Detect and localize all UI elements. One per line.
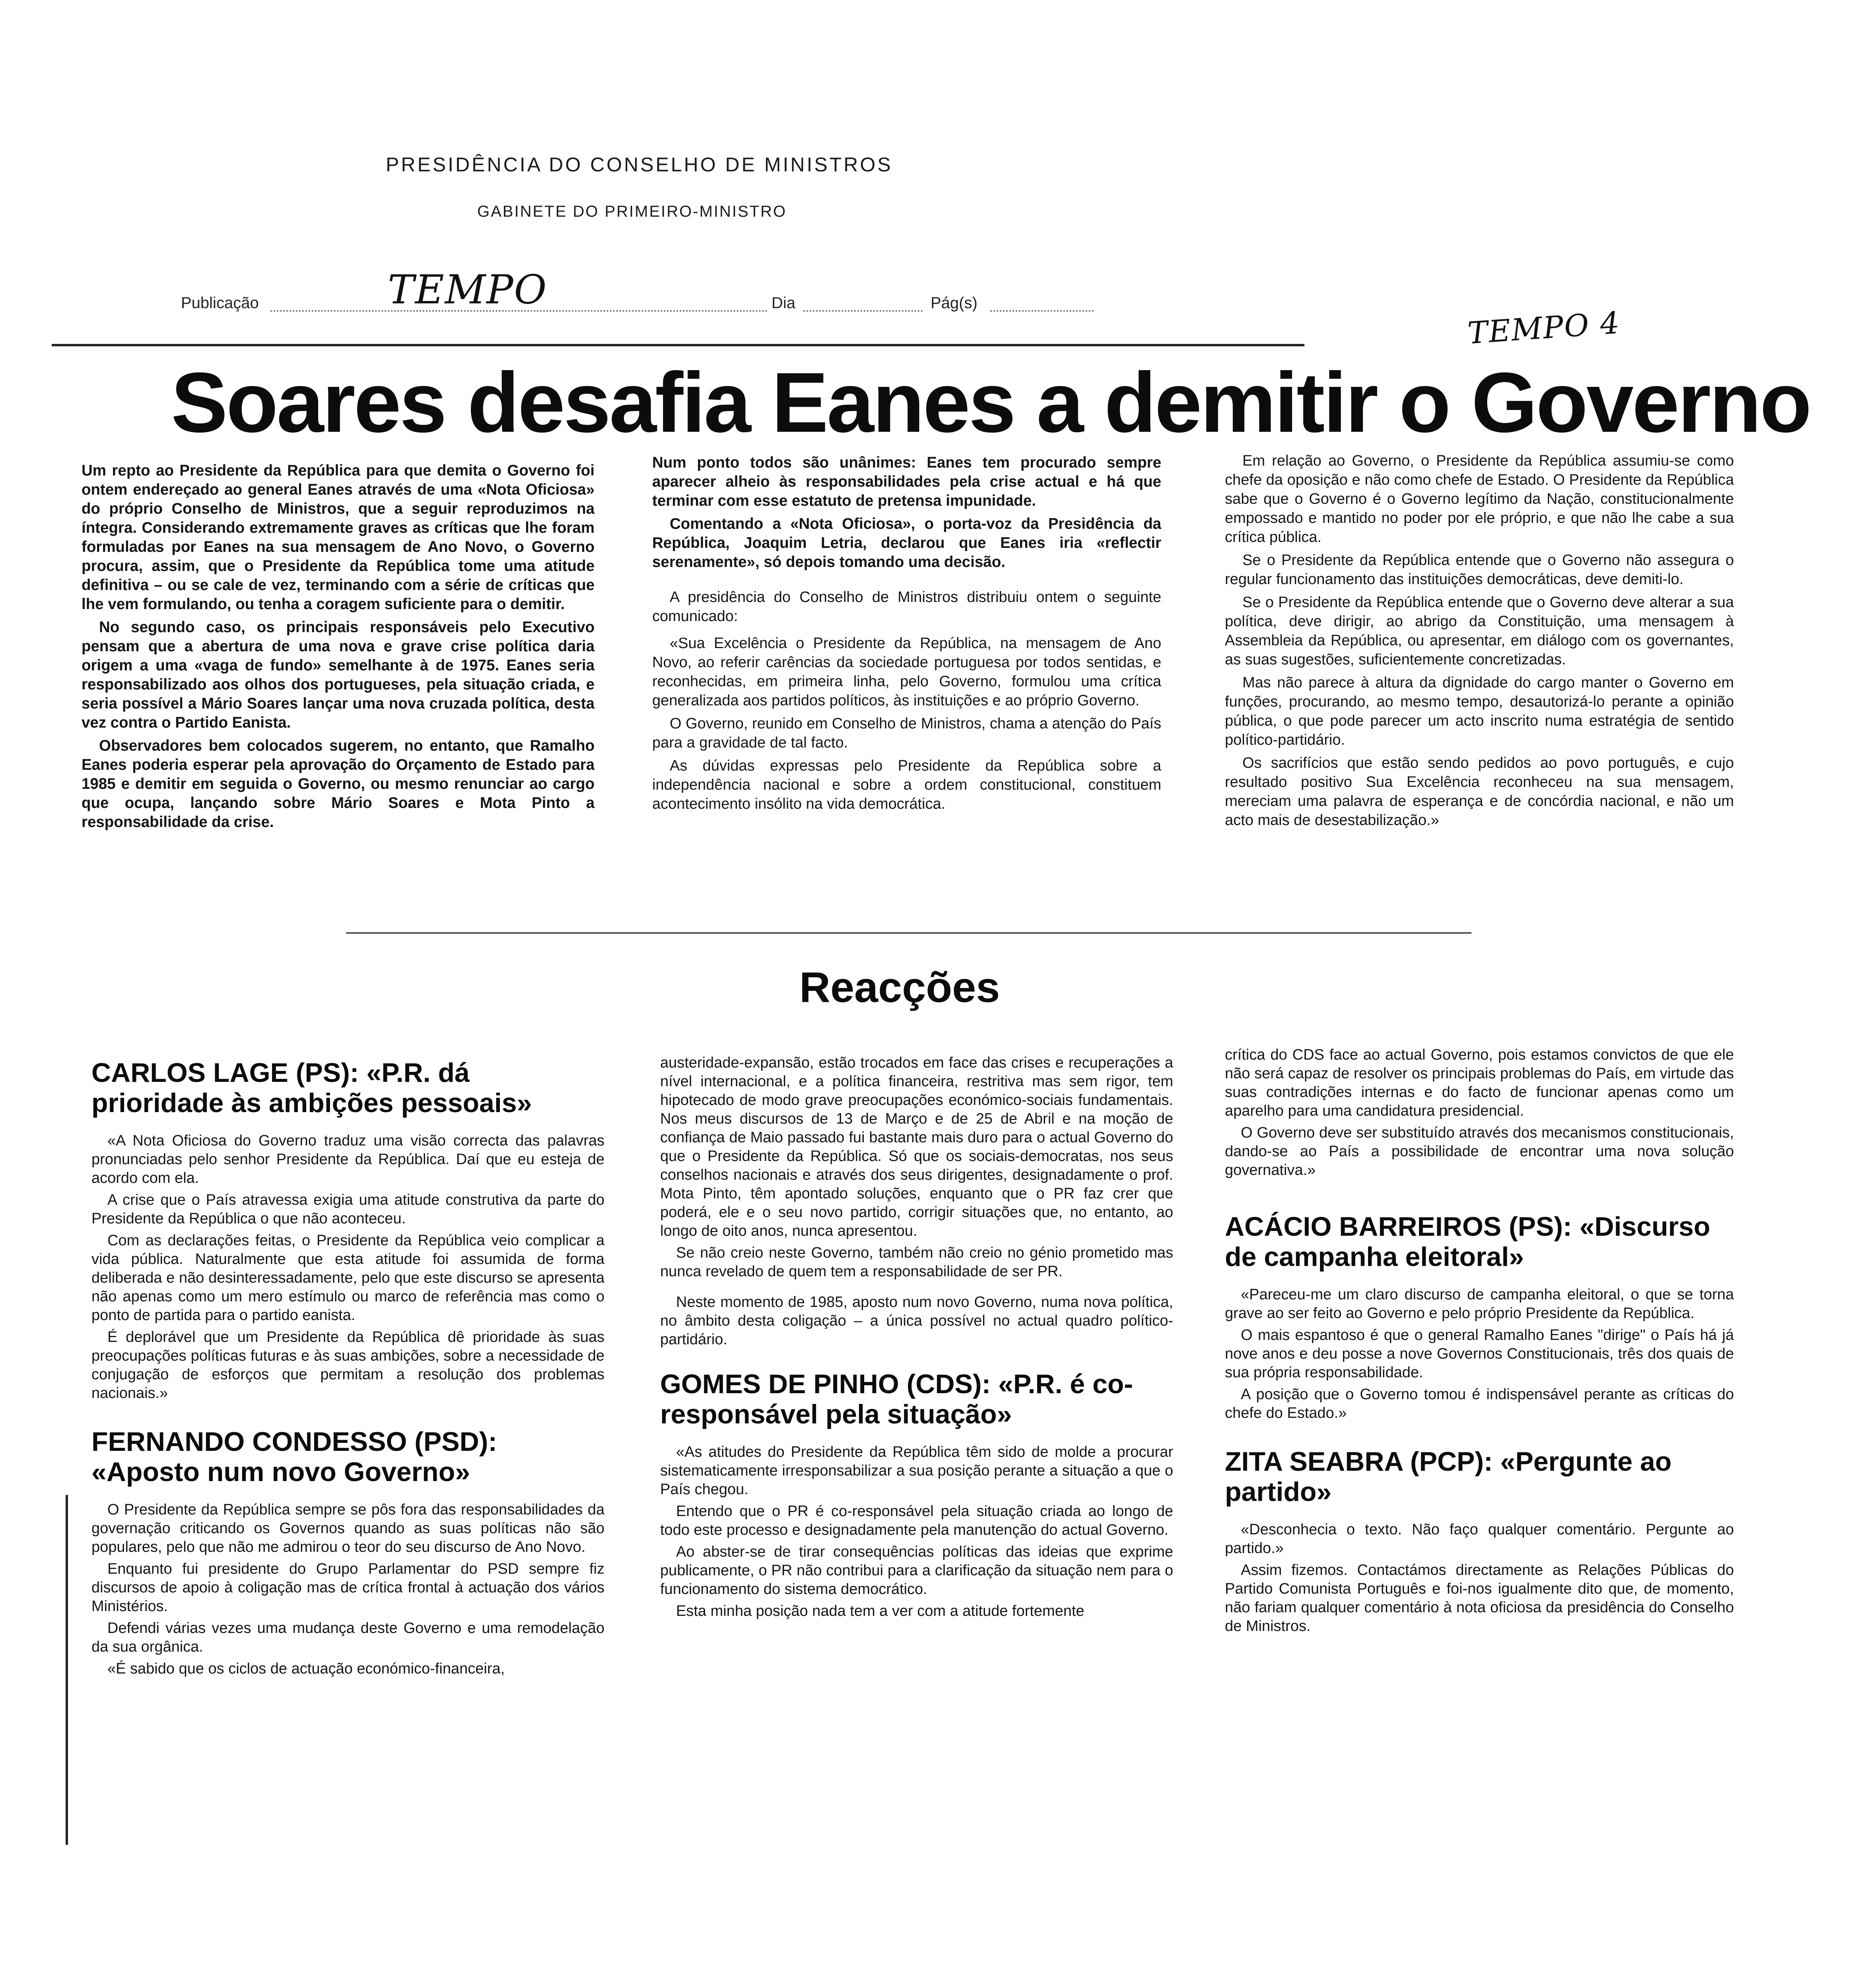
lead-paragraph: No segundo caso, os principais responsáveis pelo Executivo pensam que a abertura de uma nova e grave crise política daria origem a uma «vaga de fundo» semelhante à de 1975. Eanes seria responsabilizado aos olhos dos portugueses, pela situação criada, e seria possível a Mário Soares lançar uma nova cruzada política, desta vez contra o Partido Eanista. <box>82 619 595 731</box>
lead-paragraph: Observadores bem colocados sugerem, no entanto, que Ramalho Eanes poderia esperar pela aprovação do Orçamento de Estado para 1985 e demitir em seguida o Governo, ou mesmo renunciar ao cargo que ocupa, lançando sobre Mário Soares e Mota Pinto a responsabilidade da crise. <box>82 737 595 831</box>
reaction-paragraph: O Presidente da República sempre se pôs fora das responsabilidades da governação criticando os Governos quando as suas políticas não são populares, pelo que não me admirou o teor do seu discurso de Ano Novo. <box>91 1501 604 1555</box>
body-paragraph: Os sacrifícios que estão sendo pedidos ao povo português, e cujo resultado positivo Sua Excelência reconheceu na sua mensagem, mereciam uma palavra de esperança e de concórdia nacional, e não um acto mais de desestabilização.» <box>1225 755 1734 829</box>
reaction-paragraph: O Governo deve ser substituído através dos mecanismos constitucionais, dando-se ao País a possibilidade de encontrar uma nova solução governativa.» <box>1225 1124 1734 1178</box>
section-rule <box>346 932 1471 934</box>
body-paragraph: Se o Presidente da República entende que o Governo deve alterar a sua política, deve dirigir, ao abrigo da Constituição, uma mensagem à Assembleia da República, ou apresentar, em diálogo com os governantes, as suas sugestões, suficientemente concretizadas. <box>1225 594 1734 668</box>
body-paragraph: Em relação ao Governo, o Presidente da República assumiu-se como chefe da oposição e não como chefe de Estado. O Presidente da República sabe que o Governo é o Governo legítimo da Nação, constitucionalmente empossado e mantido no poder por ele próprio, e que não lhe cabe a sua crítica pública. <box>1225 452 1734 546</box>
reaction-title-gomes-de-pinho: GOMES DE PINHO (CDS): «P.R. é co-responsável pela situação» <box>660 1369 1133 1429</box>
reactions-column-3 <box>1225 1046 1734 1639</box>
body-paragraph: A presidência do Conselho de Ministros distribuiu ontem o seguinte comunicado: <box>652 589 1161 625</box>
article-column-1 <box>82 461 595 836</box>
reaction-paragraph: crítica do CDS face ao actual Governo, pois estamos convictos de que ele não será capaz de resolver os principais problemas do País, em virtude das suas contradições internas e do facto de funcionar apenas como um aparelho para uma candidatura presidencial. <box>1225 1046 1734 1119</box>
reactions-column-2 <box>660 1054 1173 1624</box>
body-paragraph: Se o Presidente da República entende que o Governo não assegura o regular funcionamento das instituições democráticas, deve demiti-lo. <box>1225 552 1734 588</box>
margin-bracket <box>66 1495 68 1845</box>
publication-handwritten-value: TEMPO <box>388 266 548 313</box>
reaction-paragraph: «Pareceu-me um claro discurso de campanha eleitoral, o que se torna grave ao ser feito ao Governo e pelo próprio Presidente da República. <box>1225 1286 1734 1322</box>
publication-label: Publicação <box>181 294 259 312</box>
reactions-heading: Reacções <box>799 963 1000 1011</box>
body-paragraph: «Sua Excelência o Presidente da República, na mensagem de Ano Novo, ao referir carências da sociedade portuguesa por todos sentidas, e reconhecidas, em primeira linha, pelo Governo, formulou uma crítica generalizada aos partidos políticos, às instituições e ao próprio Governo. <box>652 635 1161 709</box>
reaction-paragraph: Assim fizemos. Contactámos directamente as Relações Públicas do Partido Comunista Português e foi-nos igualmente dito que, de momento, não fariam qualquer comentário à nota oficiosa da presidência do Conselho de Ministros. <box>1225 1562 1734 1635</box>
day-label: Dia <box>772 294 796 312</box>
body-paragraph: Mas não parece à altura da dignidade do cargo manter o Governo em funções, procurando, ao mesmo tempo, desautorizá-lo perante a opinião pública, o que pode parecer um acto inscrito numa estratégia de sentido político-partidário. <box>1225 674 1734 748</box>
reaction-paragraph: «A Nota Oficiosa do Governo traduz uma visão correcta das palavras pronunciadas pelo senhor Presidente da República. Daí que eu esteja de acordo com ela. <box>91 1132 604 1186</box>
day-field-line <box>803 310 923 312</box>
reaction-paragraph: Esta minha posição nada tem a ver com a atitude fortemente <box>676 1603 1084 1619</box>
pages-field-line <box>990 310 1094 312</box>
lead-paragraph: Comentando a «Nota Oficiosa», o porta-voz da Presidência da República, Joaquim Letria, declarou que Eanes iria «reflectir serenamente», só depois tomando uma decisão. <box>652 515 1161 571</box>
reaction-paragraph: A crise que o País atravessa exigia uma atitude construtiva da parte do Presidente da República o que não aconteceu. <box>91 1192 604 1227</box>
reaction-paragraph: Entendo que o PR é co-responsável pela situação criada ao longo de todo este processo e designadamente pela manutenção do actual Governo. <box>660 1503 1173 1538</box>
reaction-paragraph: É deplorável que um Presidente da República dê prioridade às suas preocupações políticas futuras e às suas ambições, sobre a necessidade de conjugação de esforços que permitam a resolução dos problemas nacionais.» <box>91 1329 604 1402</box>
reaction-paragraph: «Desconhecia o texto. Não faço qualquer comentário. Pergunte ao partido.» <box>1225 1521 1734 1557</box>
lead-paragraph: Um repto ao Presidente da República para que demita o Governo foi ontem endereçado ao general Eanes através de uma «Nota Oficiosa» do próprio Conselho de Ministros, que a seguir reproduzimos na íntegra. Considerando extremamente graves as críticas que lhe foram formuladas por Eanes na sua mensagem de Ano Novo, o Governo procura, assim, que o Presidente da República tome uma atitude definitiva – ou se cale de vez, terminando com a série de críticas que lhe vem formulando, ou tenha a coragem suficiente para o demitir. <box>82 462 595 613</box>
reaction-paragraph: «É sabido que os ciclos de actuação económico-financeira, <box>107 1660 505 1677</box>
reaction-paragraph: Com as declarações feitas, o Presidente da República veio complicar a vida pública. Naturalmente que esta atitude foi assumida de forma deliberada e não desinteressadamente, pelo que este discurso se apresenta não apenas como um mero estímulo ou marco de referência mas como o ponto de partida para o partido eanista. <box>91 1232 604 1324</box>
reaction-paragraph: O mais espantoso é que o general Ramalho Eanes "dirige" o País há já nove anos e deu posse a nove Governos Constitucionais, três dos quais de sua própria responsabilidade. <box>1225 1327 1734 1381</box>
cabinet-subheading: GABINETE DO PRIMEIRO-MINISTRO <box>477 203 787 220</box>
reaction-paragraph: austeridade-expansão, estão trocados em face das crises e recuperações a nível internacional, e a política financeira, restritiva mas sem rigor, tem hipotecado de modo grave preocupações económico-sociais fundamentais. Nos meus discursos de 13 de Março e de 25 de Abril e na moção de confiança de Maio passado fui bastante mais duro para o actual Governo do que o Presidente da República. Só que os sociais-democratas, nos seus conselhos nacionais e através dos seus dirigentes, designadamente o prof. Mota Pinto, têm apontado soluções, enquanto que o PR faz crer que poderá, ele e o seu novo partido, corrigir situações que, no entanto, ao longo de oito anos, nunca apresentou. <box>660 1054 1173 1239</box>
article-column-3 <box>1225 451 1734 834</box>
reaction-paragraph: Se não creio neste Governo, também não creio no génio prometido mas nunca revelado de quem tem a responsabilidade de ser PR. <box>660 1244 1173 1280</box>
reaction-paragraph: Ao abster-se de tirar consequências políticas das ideias que exprime publicamente, o PR não contribui para a clarificação da situação nem para o funcionamento do sistema democrático. <box>660 1543 1173 1598</box>
article-column-2 <box>652 453 1161 817</box>
reaction-title-carlos-lage: CARLOS LAGE (PS): «P.R. dá prioridade às ambições pessoais» <box>91 1058 532 1118</box>
article-headline: Soares desafia Eanes a demitir o Governo <box>171 355 1810 450</box>
reaction-paragraph: Defendi várias vezes uma mudança deste Governo e uma remodelação da sua orgânica. <box>91 1620 604 1655</box>
body-paragraph: O Governo, reunido em Conselho de Ministros, chama a atenção do País para a gravidade de tal facto. <box>652 715 1161 751</box>
reaction-title-zita-seabra: ZITA SEABRA (PCP): «Pergunte ao partido» <box>1225 1446 1672 1507</box>
reaction-paragraph: Neste momento de 1985, aposto num novo Governo, numa nova política, no âmbito desta coligação – a única possível no actual quadro político-partidário. <box>660 1294 1173 1348</box>
body-paragraph: As dúvidas expressas pelo Presidente da República sobre a independência nacional e sobre a ordem constitucional, constituem acontecimento insólito na vida democrática. <box>652 757 1161 812</box>
reaction-paragraph: A posição que o Governo tomou é indispensável perante as críticas do chefe do Estado.» <box>1225 1386 1734 1421</box>
office-heading: PRESIDÊNCIA DO CONSELHO DE MINISTROS <box>386 153 893 176</box>
reaction-title-fernando-condesso: FERNANDO CONDESSO (PSD): «Aposto num novo Governo» <box>91 1427 498 1487</box>
lead-paragraph: Num ponto todos são unânimes: Eanes tem procurado sempre aparecer alheio às responsabilidades pela crise actual e há que terminar com esse estatuto de pretensa impunidade. <box>652 454 1161 509</box>
reaction-paragraph: Enquanto fui presidente do Grupo Parlamentar do PSD sempre fiz discursos de apoio à coligação mas de crítica frontal à actuação dos vários Ministérios. <box>91 1561 604 1615</box>
reactions-column-1 <box>91 1058 604 1681</box>
corner-handwritten-note: TEMPO 4 <box>1466 305 1621 351</box>
reaction-title-acacio-barreiros: ACÁCIO BARREIROS (PS): «Discurso de campanha eleitoral» <box>1225 1211 1710 1272</box>
pages-label: Pág(s) <box>931 294 978 312</box>
top-rule <box>52 344 1304 346</box>
reaction-paragraph: «As atitudes do Presidente da República têm sido de molde a procurar sistematicamente irresponsabilizar a sua posição perante a situação a que o País chegou. <box>660 1444 1173 1498</box>
